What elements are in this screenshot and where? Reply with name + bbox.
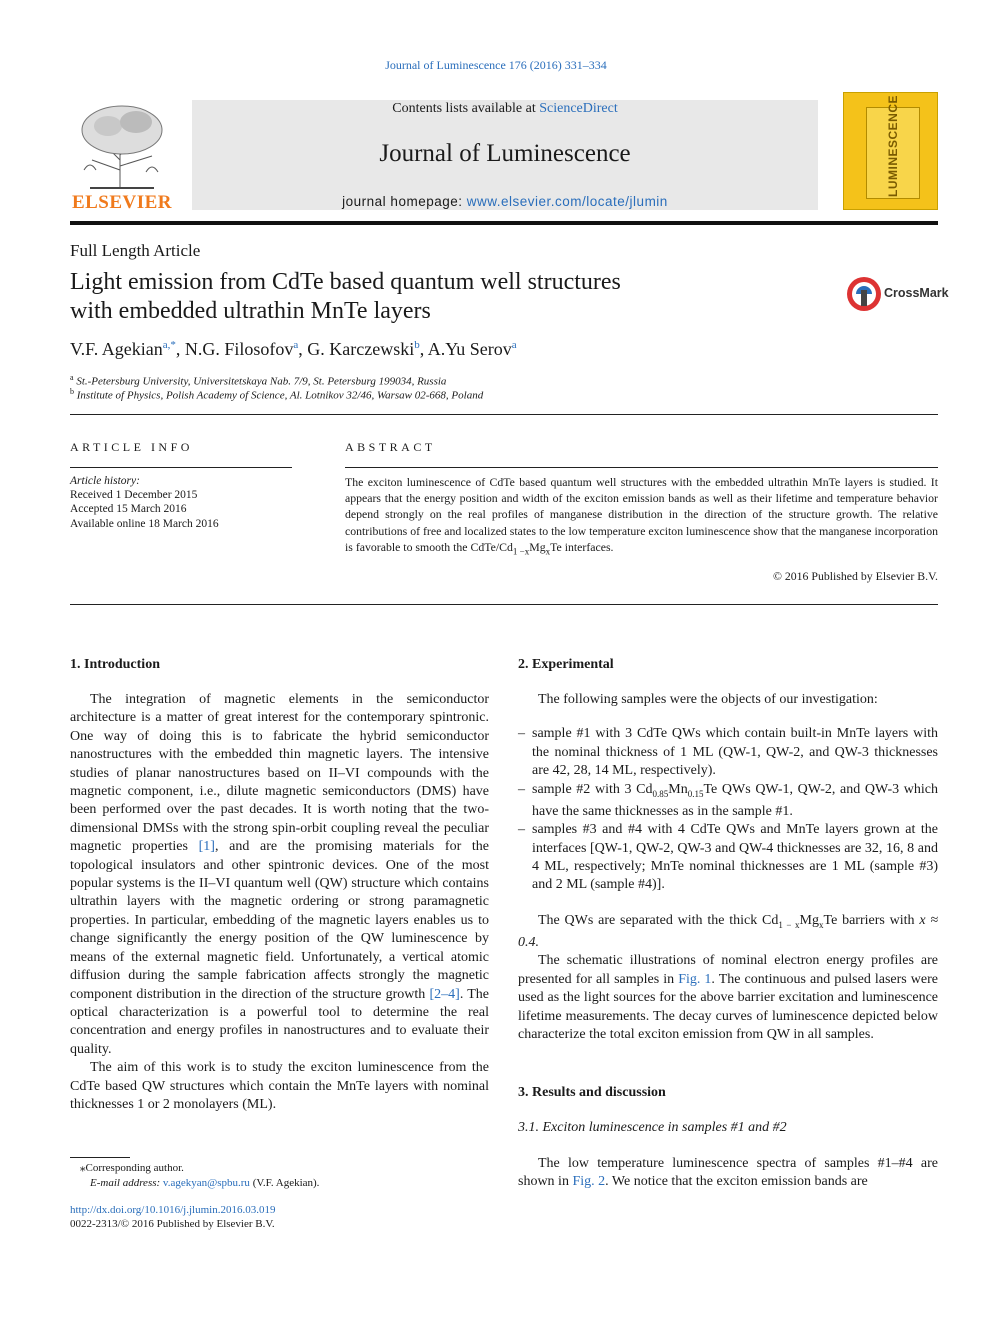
history-accepted: Accepted 15 March 2016 <box>70 503 187 516</box>
introduction-body <box>70 691 489 1114</box>
article-info-heading: ARTICLE INFO <box>70 440 193 454</box>
affiliation-text: Institute of Physics, Polish Academy of Science, Al. Lotnikov 32/46, Warsaw 02-668, Poland <box>76 389 484 402</box>
history-received: Received 1 December 2015 <box>70 489 198 502</box>
abstract-copyright: © 2016 Published by Elsevier B.V. <box>772 569 938 583</box>
list-item: – sample #1 with 3 CdTe QWs which contain built-in MnTe layers with the nominal thickness of 1 ML (QW-1, QW-2, and QW-3 thicknesses are 42, 28, 14 ML, respectively). <box>518 725 938 780</box>
crossmark-badge[interactable] <box>846 276 949 312</box>
affiliation <box>70 387 483 402</box>
experimental-paragraph: The schematic illustrations of nominal electron energy profiles are presented for all samples in Fig. 1. The continuous and pulsed lasers were used as the light sources for the above barrier excitation and luminescence lifetime measurements. The decay curves of luminescence depicted below characterize the total exciton emission from QW in all samples. <box>518 953 938 1043</box>
abstract-heading: ABSTRACT <box>345 440 436 454</box>
journal-reference[interactable]: Journal of Luminescence 176 (2016) 331–334 <box>385 58 607 72</box>
list-item: – sample #2 with 3 $Cd_{0.85}Mn_{0.15}Te$ QWs QW-1, QW-2, and QW-3 which have the same thicknesses as in the sample #1. <box>518 781 938 822</box>
section-heading-experimental: 2. Experimental <box>518 657 614 672</box>
intro-paragraph: The aim of this work is to study the exciton luminescence from the CdTe based QW structures which contain the MnTe layers with nominal thicknesses 1 or 2 monolayers (ML). <box>70 1060 489 1112</box>
footnotes <box>80 1161 500 1190</box>
homepage-link[interactable]: www.elsevier.com/locate/jlumin <box>466 194 668 209</box>
author-name[interactable]: V.F. Agekian <box>70 339 163 359</box>
article-history <box>70 474 300 531</box>
abstract-body: The exciton luminescence of CdTe based quantum well structures with the embedded ultrathin MnTe layers is studied. It appears that the energy position and width of the exciton emission bands as well as their lifetime and temperature behavior depend strongly on the real profiles of manganese distribution in the direction of the structure growth. The relative contributions of free and localized states to the low temperature exciton luminescence show that the manganese incorporation is favorable to smooth the <box>345 475 938 554</box>
title-line-2: with embedded ultrathin MnTe layers <box>70 298 431 324</box>
header-rule <box>70 221 938 225</box>
experimental-paragraph: The QWs are separated with the thick $Cd_{1 - x}Mg_xTe$ barriers with x ≈ 0.4. <box>518 912 939 951</box>
article-title <box>70 268 770 326</box>
experimental-intro: The following samples were the objects of our investigation: <box>538 692 878 707</box>
journal-title: Journal of Luminescence <box>379 140 631 167</box>
figure-link[interactable]: Fig. 2 <box>572 1174 606 1190</box>
affiliation-mark: b <box>70 387 74 396</box>
citation-link[interactable]: [1] <box>198 839 215 855</box>
email-note: E-mail address: v.agekyan@spbu.ru (V.F. Agekian). <box>90 1176 320 1189</box>
author-name[interactable]: G. Karczewski <box>307 339 415 359</box>
author-affil-mark[interactable]: b <box>414 339 420 351</box>
author-list: V.F. Agekian$^{a,*}$, N.G. Filosofov$^a$, G. Karczewski$^b$, A.Yu Serov$^a$ <box>70 339 517 359</box>
doi-link[interactable]: http://dx.doi.org/10.1016/j.jlumin.2016.03.019 <box>70 1204 276 1216</box>
section-heading-introduction: 1. Introduction <box>70 657 160 672</box>
abstract-text <box>345 474 938 559</box>
section-heading-results: 3. Results and discussion <box>518 1085 666 1100</box>
issn-line: 0022-2313/© 2016 Published by Elsevier B.V. <box>70 1218 275 1230</box>
contents-prefix: Contents lists available at <box>392 101 540 116</box>
journal-homepage <box>192 194 818 209</box>
sciencedirect-link[interactable]: ScienceDirect <box>539 101 618 116</box>
figure-link[interactable]: Fig. 1 <box>678 971 712 987</box>
cover-title: LUMINESCENCE <box>886 94 900 197</box>
affiliation <box>70 373 446 388</box>
intro-paragraph: The integration of magnetic elements in the semiconductor architecture is a matter of great interest for the contemporary spintronic. One way of doing this is to fabricate the hybrid semiconductor nanostructures with the embedded thin magnetic layers. The intensive studies of planar nanostructures based on II–VI compounds with the magnetic component, i.e., dilute magnetic semiconductors (DMS) have been performed over the past decades. It is worth noting that the two-dimensional DMSs with the strong spin-orbit coupling reveal the peculiar magnetic properties [1], and are the promising materials for the topological insulators and other spintronic devices. One of the most popular systems is the II–VI quantum well (QW) structure which contains ultrathin layers with the magnetic ordering or strong paramagnetic properties. In particular, embedding of the magnetic layers enables us to change significantly the energy position of the QW luminescence by means of the external magnetic field. Unfortunately, a vertical atomic diffusion during the sample fabrication affects strongly the magnetic component distribution in the direction of the structure growth [2–4]. The optical characterization is a powerful tool to determine the real concentration and energy profiles in nanostructures and to evaluate their quality. <box>70 692 489 1057</box>
email-link[interactable]: v.agekyan@spbu.ru <box>162 1176 250 1189</box>
subsection-heading: 3.1. Exciton luminescence in samples #1 and #2 <box>518 1120 787 1135</box>
corresponding-author-note: ⁎Corresponding author. <box>80 1162 184 1174</box>
author-affil-mark[interactable]: a <box>511 339 517 351</box>
title-line-1: Light emission from CdTe based quantum well structures <box>70 269 621 295</box>
history-online: Available online 18 March 2016 <box>70 517 219 530</box>
tree-icon <box>70 100 174 192</box>
results-paragraph: The low temperature luminescence spectra of samples #1–#4 are shown in Fig. 2. We notice that the exciton emission bands are <box>518 1156 938 1190</box>
author-affil-mark[interactable]: a,* <box>162 339 176 351</box>
abstract-rule <box>345 467 938 468</box>
author-name[interactable]: N.G. Filosofov <box>184 339 294 359</box>
author-name[interactable]: A.Yu Serov <box>427 339 512 359</box>
experimental-body <box>518 691 938 1045</box>
abstract-formula: CdTe/$Cd_{1 -x}Mg_xTe$ interfaces. <box>470 539 614 557</box>
article-type: Full Length Article <box>70 241 201 260</box>
affiliation-rule <box>70 414 938 415</box>
crossmark-icon <box>846 276 882 312</box>
contents-line <box>192 101 818 117</box>
journal-cover[interactable] <box>843 92 938 210</box>
affiliation-mark: a <box>70 373 74 382</box>
list-item: – samples #3 and #4 with 4 CdTe QWs and MnTe layers grown at the interfaces [QW-1, QW-2, QW-3 and QW-4 thicknesses are 32, 16, 8 and 4 ML, respectively; MnTe nominal thicknesses are 1 ML (sample #3) and 2 ML (sample #4)]. <box>518 821 938 895</box>
abstract-bottom-rule <box>70 604 938 605</box>
sample-list <box>518 725 938 894</box>
history-label: Article history: <box>70 475 140 487</box>
crossmark-label: CrossMark <box>884 286 949 300</box>
affiliation-text: St.-Petersburg University, Universitetskaya Nab. 7/9, St. Petersburg 199034, Russia <box>76 375 447 388</box>
homepage-prefix: journal homepage: <box>342 194 467 209</box>
footnote-rule <box>70 1157 130 1158</box>
author-affil-mark[interactable]: a <box>293 339 299 351</box>
citation-link[interactable]: [2–4] <box>429 986 460 1002</box>
results-body <box>518 1155 938 1192</box>
elsevier-wordmark: ELSEVIER <box>71 192 173 213</box>
article-info-rule <box>70 467 292 468</box>
